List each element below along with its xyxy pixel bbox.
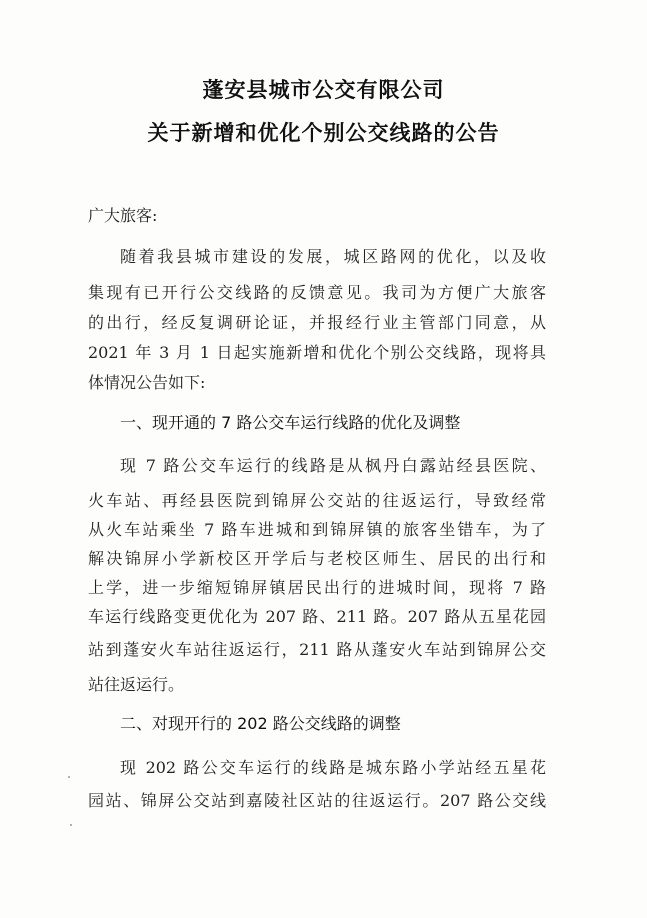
document-title-line-2: 关于新增和优化个别公交线路的公告 [147, 121, 500, 145]
intro-line-3: 的出行，经反复调研论证，并报经行业主管部门同意，从 [88, 313, 546, 332]
scan-speck [68, 776, 70, 778]
section-1-line-8: 站往返运行。 [88, 675, 185, 694]
section-1-line-7: 站到蓬安火车站往返运行，211 路从蓬安火车站到锦屏公交 [88, 640, 546, 659]
section-1-line-1: 现 7 路公交车运行的线路是从枫丹白露站经县医院、 [120, 456, 546, 475]
document-title-line-1: 蓬安县城市公交有限公司 [202, 78, 445, 102]
section-1-line-5: 上学，进一步缩短锦屏镇居民出行的进城时间，现将 7 路 [88, 578, 546, 597]
section-2-line-2: 园站、锦屏公交站到嘉陵社区站的往返运行。207 路公交线 [88, 791, 546, 810]
section-1-line-6: 车运行线路变更优化为 207 路、211 路。207 路从五星花园 [88, 607, 546, 626]
greeting: 广大旅客: [88, 206, 158, 225]
section-1-line-2: 火车站、再经县医院到锦屏公交站的往返运行，导致经常 [88, 491, 546, 510]
intro-line-2: 集现有已开行公交线路的反馈意见。我司为方便广大旅客 [88, 283, 546, 302]
intro-line-5: 体情况公告如下: [88, 373, 206, 392]
intro-line-4: 2021 年 3 月 1 日起实施新增和优化个别公交线路，现将具 [88, 343, 546, 362]
section-2-heading: 二、对现开行的 202 路公交线路的调整 [120, 714, 401, 733]
section-2-line-1: 现 202 路公交车运行的线路是城东路小学站经五星花 [120, 758, 546, 777]
section-1-heading: 一、现开通的 7 路公交车运行线路的优化及调整 [120, 413, 461, 432]
section-1-line-4: 解决锦屏小学新校区开学后与老校区师生、居民的出行和 [88, 549, 546, 568]
scan-speck [70, 824, 72, 826]
intro-line-1: 随着我县城市建设的发展，城区路网的优化，以及收 [120, 247, 546, 266]
section-1-line-3: 从火车站乘坐 7 路车进城和到锦屏镇的旅客坐错车，为了 [88, 520, 546, 539]
